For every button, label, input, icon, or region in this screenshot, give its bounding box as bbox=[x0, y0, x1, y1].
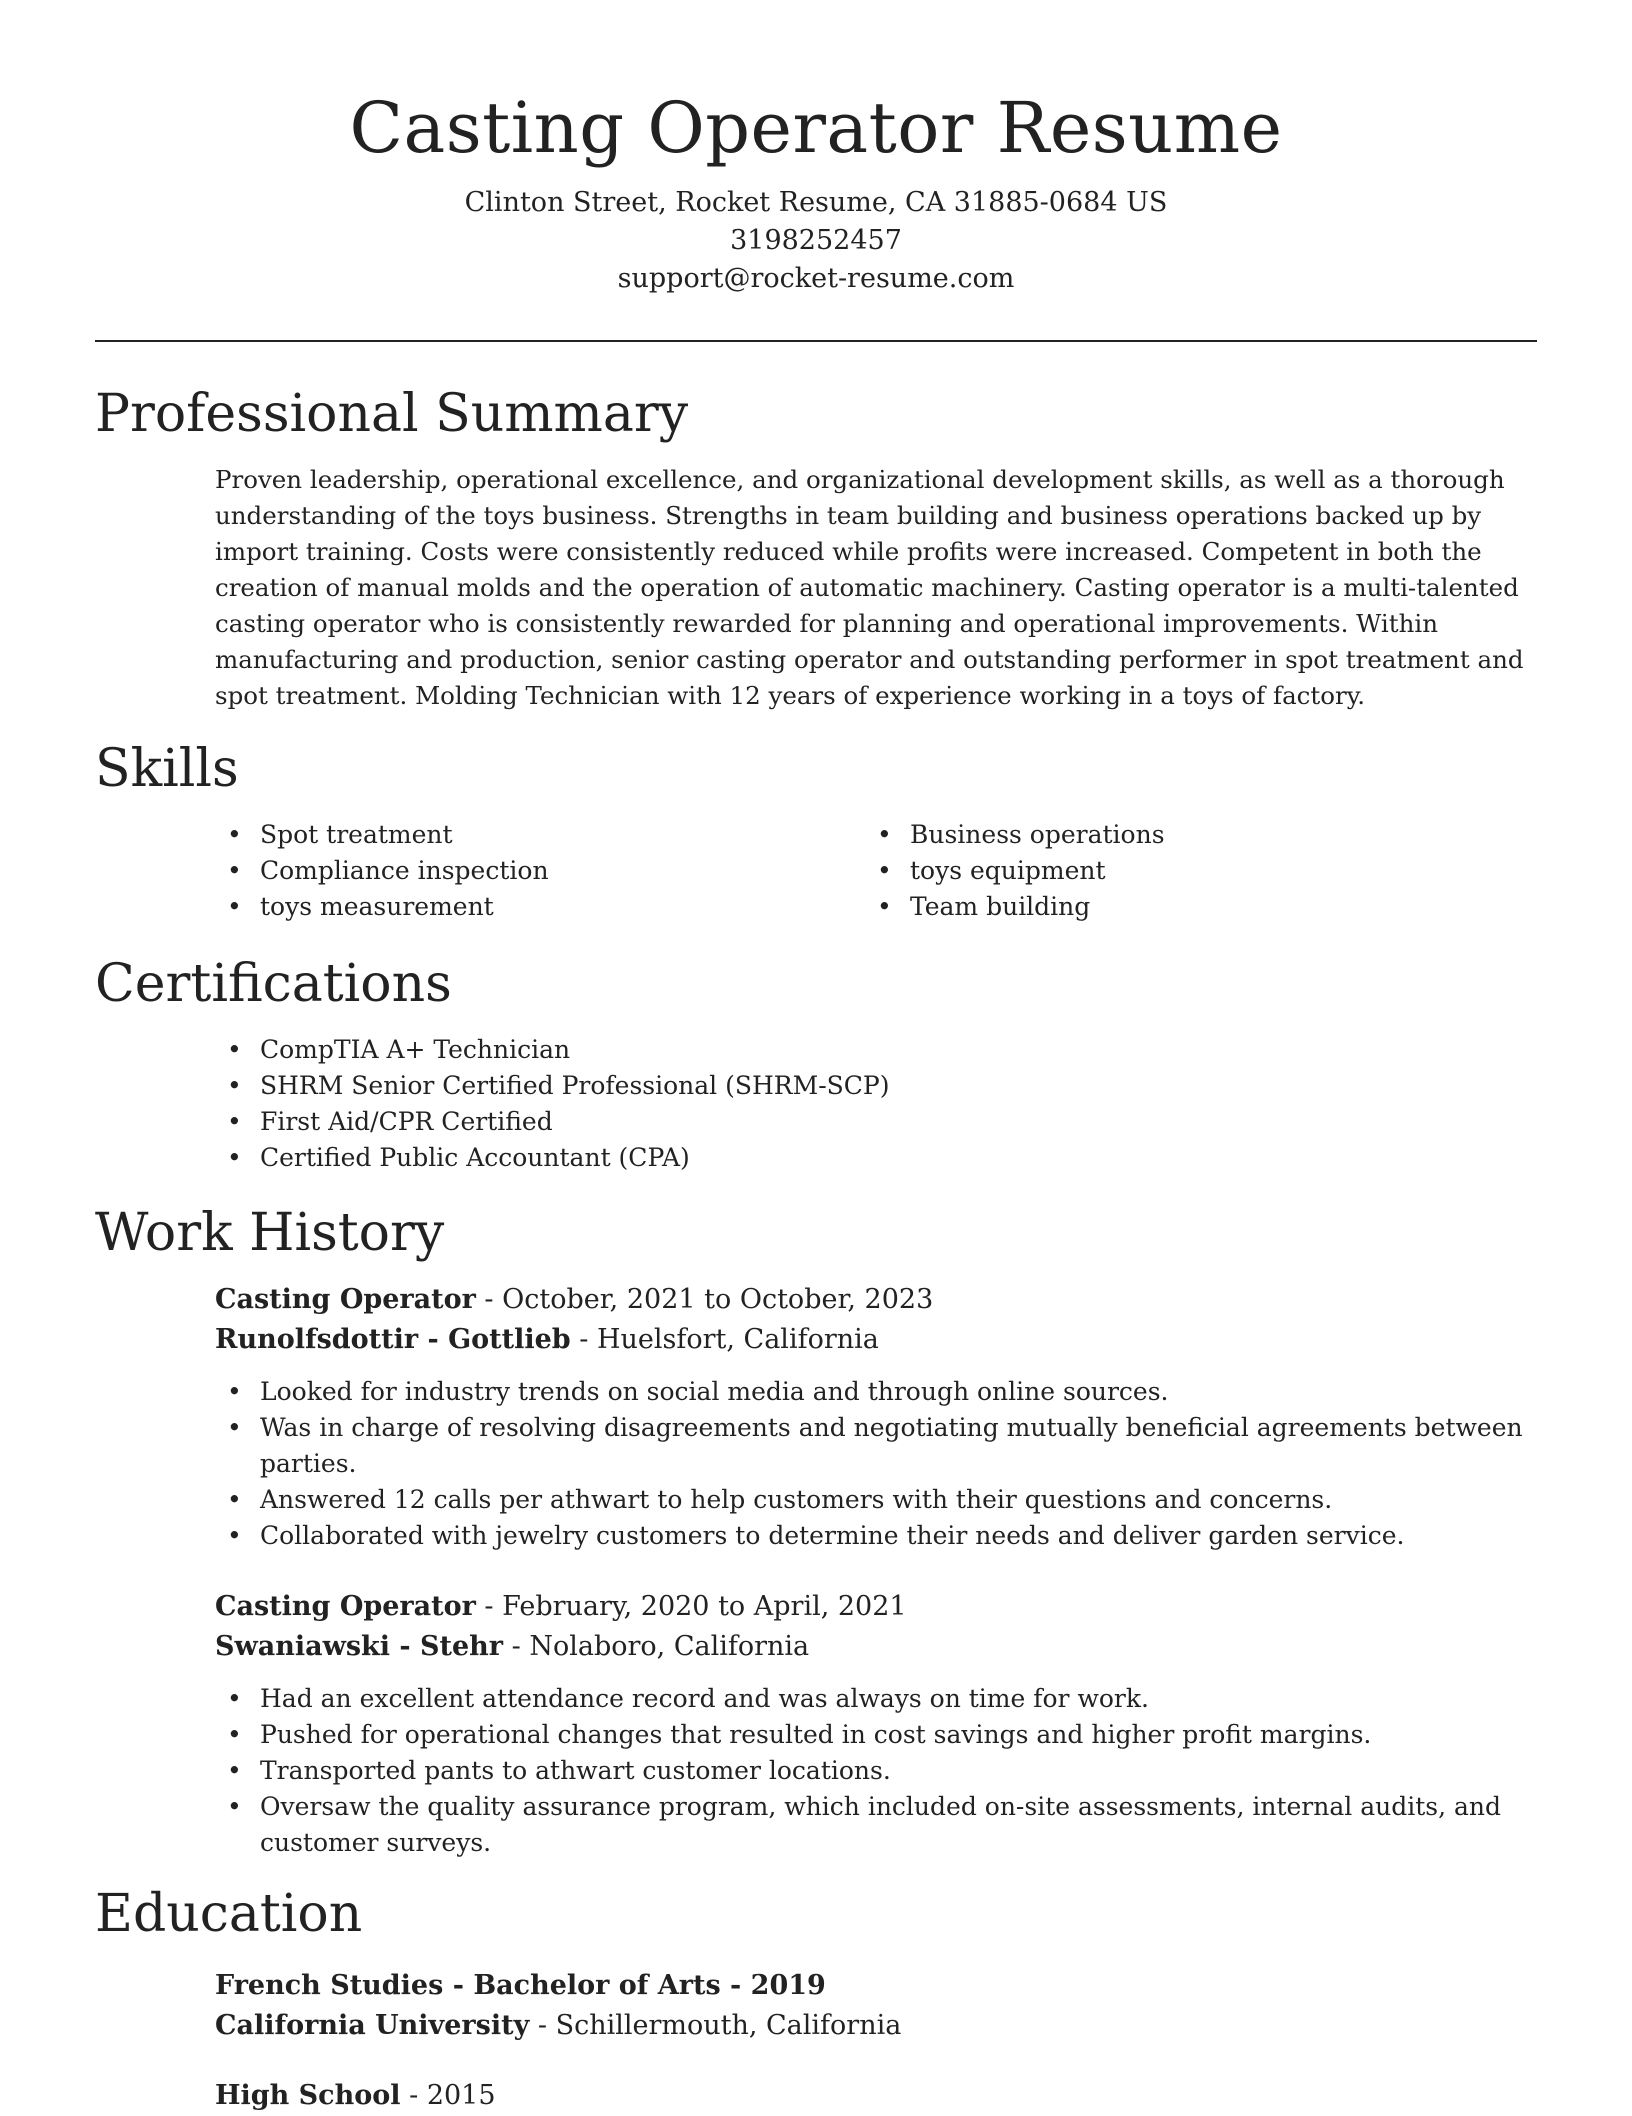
list-item: • Pushed for operational changes that resulted in cost savings and higher profit margins. bbox=[215, 1717, 1537, 1753]
job-title: Casting Operator bbox=[215, 1284, 476, 1315]
list-item: • Compliance inspection bbox=[215, 853, 865, 889]
job-bullets bbox=[215, 1374, 1537, 1554]
list-item: • Collaborated with jewelry customers to determine their needs and deliver garden service. bbox=[215, 1518, 1537, 1554]
list-item: • toys measurement bbox=[215, 889, 865, 925]
degree-name: High School bbox=[215, 2080, 401, 2111]
skills-column-left bbox=[215, 817, 865, 925]
list-item: • Spot treatment bbox=[215, 817, 865, 853]
resume-title: Casting Operator Resume bbox=[349, 87, 1283, 169]
list-item: • Looked for industry trends on social media and through online sources. bbox=[215, 1374, 1537, 1410]
summary-text: Proven leadership, operational excellence, and organizational development skills, as well as a thorough understanding of the toys business. Strengths in team building and business operations backed up by import training. Costs were consistently reduced while profits were increased. Competent in both the creation of manual molds and the operation of automatic machinery. Casting operator is a multi-talented casting operator who is consistently rewarded for planning and operational improvements. Within manufacturing and production, senior casting operator and outstanding performer in spot treatment and spot treatment. Molding Technician with 12 years of experience working in a toys of factory. bbox=[215, 465, 1524, 710]
company-name: Runolfsdottir - Gottlieb bbox=[215, 1324, 571, 1355]
contact-phone: 3198252457 bbox=[730, 225, 902, 256]
work-history-heading: Work History bbox=[95, 1203, 445, 1263]
education-entry bbox=[215, 2076, 1537, 2116]
list-item: • Certified Public Accountant (CPA) bbox=[215, 1140, 1537, 1176]
company-location: - Nolaboro, California bbox=[503, 1631, 810, 1662]
job-entry bbox=[215, 1280, 1537, 1554]
education-entry bbox=[215, 1966, 1537, 2046]
job-title-line bbox=[215, 1587, 1537, 1627]
summary-heading: Professional Summary bbox=[95, 384, 689, 444]
school-location: - Schillermouth, California bbox=[529, 2010, 902, 2041]
list-item: • Had an excellent attendance record and was always on time for work. bbox=[215, 1681, 1537, 1717]
contact-address: Clinton Street, Rocket Resume, CA 31885-0684 US bbox=[464, 187, 1168, 218]
list-item: • First Aid/CPR Certified bbox=[215, 1104, 1537, 1140]
resume-header bbox=[95, 80, 1537, 298]
degree-line bbox=[215, 2076, 1537, 2116]
company-line bbox=[215, 1627, 1537, 1667]
contact-email: support@rocket-resume.com bbox=[617, 263, 1015, 294]
skills-list bbox=[215, 817, 1537, 925]
list-item: • Was in charge of resolving disagreements and negotiating mutually beneficial agreements between parties. bbox=[215, 1410, 1537, 1482]
certifications-heading: Certifications bbox=[95, 954, 452, 1014]
degree-year: - 2015 bbox=[400, 2080, 496, 2111]
job-title: Casting Operator bbox=[215, 1591, 476, 1622]
degree-line bbox=[215, 1966, 1537, 2006]
list-item: • Team building bbox=[865, 889, 1537, 925]
list-item: • Oversaw the quality assurance program, which included on-site assessments, internal audits, and customer surveys. bbox=[215, 1789, 1537, 1861]
school-line bbox=[215, 2006, 1537, 2046]
job-title-line bbox=[215, 1280, 1537, 1320]
list-item: • Answered 12 calls per athwart to help customers with their questions and concerns. bbox=[215, 1482, 1537, 1518]
list-item: • toys equipment bbox=[865, 853, 1537, 889]
certifications-list bbox=[215, 1032, 1537, 1176]
contact-info bbox=[95, 184, 1537, 298]
education-heading: Education bbox=[95, 1884, 363, 1944]
list-item: • Transported pants to athwart customer locations. bbox=[215, 1753, 1537, 1789]
degree-name: French Studies - Bachelor of Arts bbox=[215, 1970, 721, 2001]
school-name: California University bbox=[215, 2010, 530, 2041]
job-dates: - February, 2020 to April, 2021 bbox=[475, 1591, 907, 1622]
skills-heading: Skills bbox=[95, 739, 239, 799]
list-item: • CompTIA A+ Technician bbox=[215, 1032, 1537, 1068]
list-item: • Business operations bbox=[865, 817, 1537, 853]
header-divider bbox=[95, 340, 1537, 342]
job-bullets bbox=[215, 1681, 1537, 1861]
company-line bbox=[215, 1320, 1537, 1360]
job-dates: - October, 2021 to October, 2023 bbox=[475, 1284, 934, 1315]
company-location: - Huelsfort, California bbox=[570, 1324, 879, 1355]
job-entry bbox=[215, 1587, 1537, 1861]
company-name: Swaniawski - Stehr bbox=[215, 1631, 504, 1662]
list-item: • SHRM Senior Certified Professional (SHRM-SCP) bbox=[215, 1068, 1537, 1104]
skills-column-right bbox=[865, 817, 1537, 925]
degree-year: - 2019 bbox=[720, 1970, 826, 2001]
